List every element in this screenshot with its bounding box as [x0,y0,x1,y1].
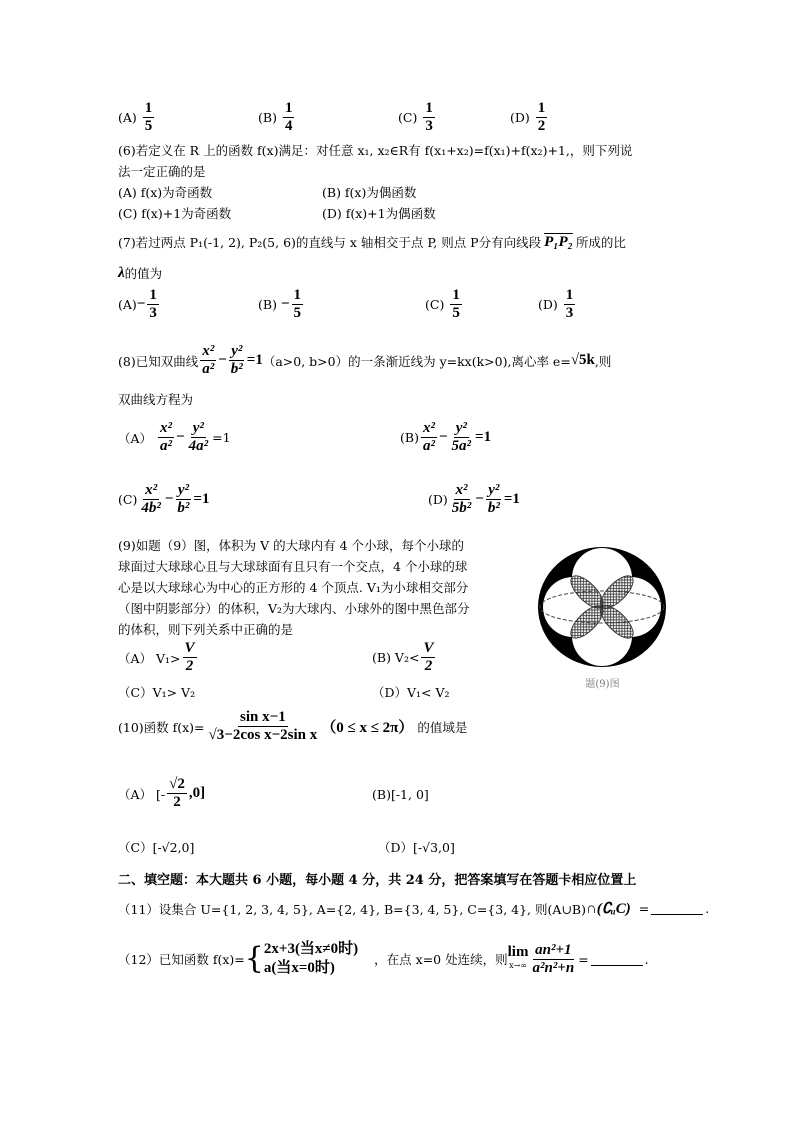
q5-option-d [510,100,549,135]
option-label: (C) [425,297,445,312]
fraction [139,482,163,517]
lim: lim [507,944,529,960]
q8-suffix: ,则 [594,353,612,369]
fraction [183,640,197,675]
denominator: b² [230,361,243,377]
q9-stem-line1: (9)如题（9）图，体积为 V 的大球内有 4 个小球，每个小球的 [118,538,465,553]
numerator: 1 [144,100,153,116]
fraction [423,100,435,135]
numerator: sin x−1 [240,709,286,725]
q6-option-c: (C) f(x)+1为奇函数 [118,206,232,221]
q9-stem-line3: 心是以大球球心为中心的正方形的 4 个顶点. V₁为小球相交部分 [118,580,469,595]
numerator: 1 [537,100,546,116]
numerator: x² [160,420,173,436]
denominator: 5a² [451,438,472,454]
fraction [421,640,435,675]
numerator: 1 [425,100,433,116]
sign: − [136,296,146,312]
q6-option-d: (D) f(x)+1为偶函数 [322,206,436,221]
fraction [292,287,304,322]
numerator: 1 [452,287,460,303]
lim-subscript: x→∞ [509,961,527,970]
q11-stem [118,899,709,918]
q9-option-a [118,640,199,675]
denominator: 3 [425,118,433,134]
denominator: 2 [173,794,181,810]
q8-option-a: （A） $\frac{\text{x²}}{\text{a²}}$ − $\frac{\text{y²}}{\text{4a²}}$ =1 [118,420,231,454]
fraction [450,420,474,455]
numerator: 1 [149,287,157,303]
q5-option-a [118,100,156,135]
q7-text: (7)若过两点 P₁(-1, 2), P₂(5, 6)的直线与 x 轴相交于点 P, 则点 P分有向线段 [118,235,542,250]
denominator: a²n²+n [532,959,575,976]
q8-stem-line1: (8)已知双曲线 $\frac{\text{x²}}{\text{a²}}$ − $\frac{\text{y²}}{\text{b²}}$ =1 （a>0, b>0）的一条渐近线为 y=kx(k>0),离心率 e= √5k ,则 [118,343,612,377]
fraction [229,343,245,378]
denominator: 5 [293,305,302,321]
fraction [564,287,576,322]
option-end: ,0] [188,785,206,801]
denominator: 2 [424,658,433,674]
option-label: (A) [118,110,137,125]
option-label: (C) [118,492,138,507]
numerator: √2 [169,776,185,792]
left-brace: { [244,941,264,976]
equals: = [578,951,589,967]
q9-option-c: （C）V₁> V₂ [118,685,196,700]
numerator: 1 [293,287,302,303]
denominator: 4a² [188,438,209,454]
numerator: x² [145,482,158,498]
numerator: x² [455,482,468,498]
equation-rhs: =1 [475,429,492,445]
q7-option-c [425,287,464,322]
fraction [421,420,437,455]
q10-prefix: (10)函数 f(x)= [118,719,205,735]
fraction [450,287,462,322]
q10-option-d: （D）[-√3,0] [378,840,455,855]
q12-prefix: （12）已知函数 f(x)= [118,952,245,967]
equation-rhs: =1 [212,430,231,445]
denominator: 5b² [451,500,472,516]
answer-blank[interactable] [591,953,643,966]
section2-heading: 二、填空题：本大题共 6 小题，每小题 4 分，共 24 分，把答案填写在答题卡相应位置上 [118,873,637,888]
fraction [450,482,474,517]
equals: = [638,901,650,916]
q8-prefix: (8)已知双曲线 [118,353,199,369]
q10-domain: （0 ≤ x ≤ 2π） [321,720,414,736]
numerator: 1 [284,100,293,116]
numerator: V [423,640,434,656]
q9-option-d: （D）V₁< V₂ [372,685,450,700]
denominator: 2 [185,658,194,674]
q10-option-a [118,776,205,811]
fraction [143,100,155,135]
equation-rhs: =1 [503,491,520,507]
q7-option-d [538,287,577,322]
numerator: y² [231,343,243,359]
equation-rhs: =1 [246,352,263,368]
q12-middle: ，在点 x=0 处连续，则 [374,952,508,967]
option-label: (D) [538,297,558,312]
q10-stem [118,709,467,744]
q9-stem-line5: 的体积，则下列关系中正确的是 [118,622,294,637]
denominator: 3 [565,305,574,321]
option-label: (D) [510,110,530,125]
q7-text2: 的值为 [124,266,163,281]
option-text: (B) V₂< [372,650,420,665]
q12-stem [118,940,649,978]
q6-stem-line1: (6)若定义在 R 上的函数 f(x)满足：对任意 x₁, x₂∈R有 f(x₁+x₂)=f(x₁)+f(x₂)+1,，则下列说 [118,143,633,158]
fraction [187,420,211,455]
denominator: 4b² [141,500,161,516]
denominator: 2 [537,118,546,134]
denominator: 4 [284,118,293,134]
numerator: V [184,640,195,656]
fraction [167,776,187,811]
q9-stem-line2: 球面过大球球心且与大球球面有且只有一个交点，4 个小球的球 [118,559,468,574]
q6-option-a: (A) f(x)为奇函数 [118,185,213,200]
q7-option-a [118,287,161,322]
q8-middle: （a>0, b>0）的一条渐近线为 y=kx(k>0),离心率 e= [262,353,571,369]
option-label: (B) [400,430,419,445]
q8-option-b: (B) $\frac{\text{x²}}{\text{a²}}$ − $\frac{\text{y²}}{\text{5a²}}$ =1 [400,420,492,454]
numerator: y² [488,482,500,498]
q9-option-b [372,640,437,675]
fraction [200,343,216,378]
option-text: （A） V₁> [118,650,181,666]
lambda-symbol: λ [118,264,125,281]
eccentricity: √5k [570,352,595,368]
q10-suffix: 的值域是 [417,719,468,735]
fraction [147,287,159,322]
numerator: x² [202,343,215,359]
sphere-diagram [535,545,670,670]
q9-figure [535,545,670,690]
option-label: (C) [398,110,418,125]
q11-text: （11）设集合 U={1, 2, 3, 4, 5}, A={2, 4}, B={3, 4, 5}, C={3, 4}, 则(A∪B) [118,901,586,917]
option-label: （A） [- [118,786,166,802]
vector-p1p2: P₁P₂ [544,233,573,250]
numerator: y² [455,420,467,436]
fraction [207,709,320,744]
denominator: 3 [149,305,157,321]
q10-option-b: (B)[-1, 0] [372,787,429,802]
q6-option-b: (B) f(x)为偶函数 [322,185,417,200]
period: . [705,901,710,916]
q8-stem-line2: 双曲线方程为 [118,392,194,407]
fraction [536,100,548,135]
option-label: (B) [258,110,277,125]
equation-rhs: =1 [193,491,210,507]
option-label: (B) [258,297,277,312]
numerator: 1 [565,287,574,303]
denominator: 5 [452,305,460,321]
piecewise-cases [264,940,358,978]
q9-stem-line4: （图中阴影部分）的体积，V₂为大球内、小球外的图中黑色部分 [118,601,470,616]
fraction [486,482,502,517]
sign: − [280,296,290,312]
numerator: y² [192,420,204,436]
case-1: 2x+3(当x≠0时) [263,941,359,957]
denominator: 5 [144,118,153,134]
period: . [644,951,649,967]
fraction [530,942,576,977]
q7-stem-line2 [118,264,162,282]
q10-option-c: （C）[-√2,0] [118,840,195,855]
case-2: a(当x=0时) [263,960,335,976]
q11-complement-expr: ∩(∁ᵤC) [585,901,631,917]
denominator: a² [202,361,215,377]
option-label: (D) [428,492,448,507]
fraction [283,100,295,135]
q7-text-end: 所成的比 [575,235,626,250]
option-label: (A) [118,297,137,312]
q6-stem-line2: 法一定正确的是 [118,164,206,179]
q7-option-b [258,287,305,322]
numerator: y² [177,482,189,498]
answer-blank[interactable] [651,902,703,915]
option-label: （A） [118,430,153,446]
numerator: x² [422,420,435,436]
fraction [175,482,191,517]
limit-operator [508,946,529,972]
fraction [158,420,174,455]
denominator: √3−2cos x−2sin x [208,727,318,743]
q5-option-b [258,100,296,135]
numerator: an²+1 [535,941,572,958]
q8-option-c: (C) $\frac{\text{x²}}{\text{4b²}}$ − $\frac{\text{y²}}{\text{b²}}$ =1 [118,482,210,516]
q8-option-d: (D) $\frac{\text{x²}}{\text{5b²}}$ − $\frac{\text{y²}}{\text{b²}}$ =1 [428,482,520,516]
denominator: b² [487,500,500,516]
figure-caption: 题(9)图 [585,679,620,690]
q7-stem-line1 [118,233,626,251]
q5-option-c [398,100,437,135]
denominator: a² [160,438,173,454]
denominator: b² [177,500,190,516]
denominator: a² [422,438,435,454]
